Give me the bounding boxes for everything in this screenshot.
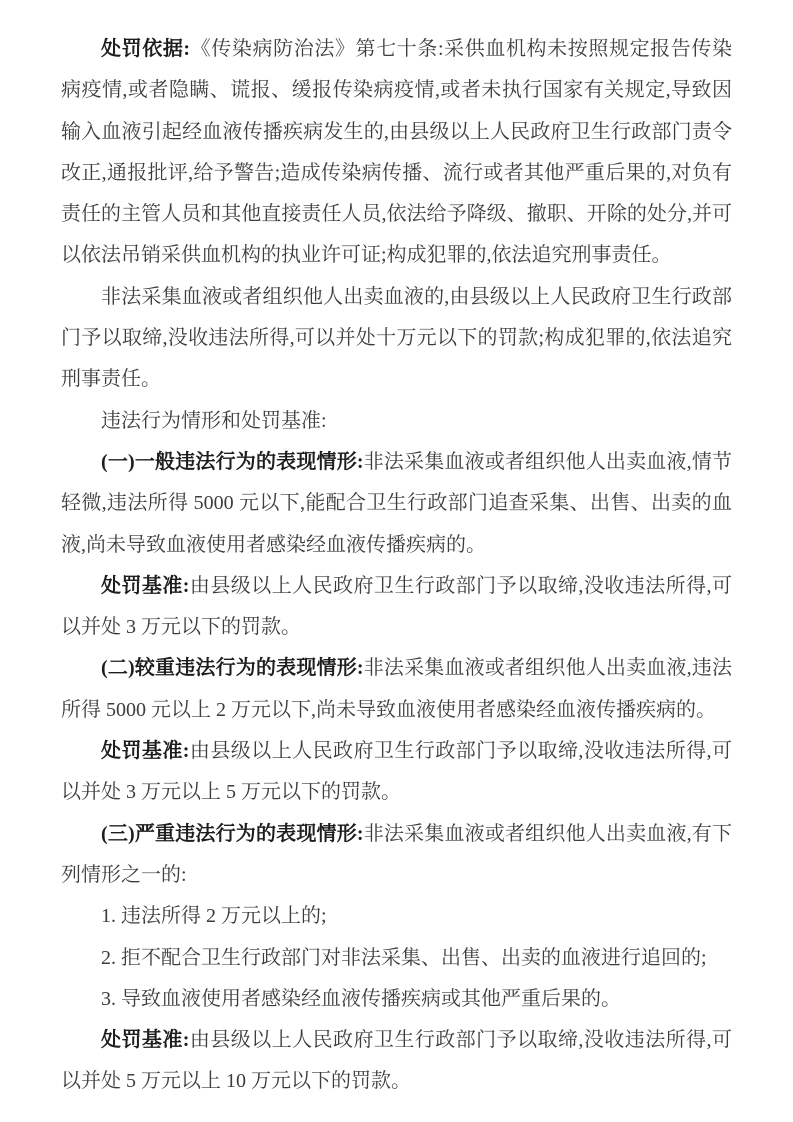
paragraph-text: 非法采集血液或者组织他人出卖血液,情节轻微,违法所得 5000 元以下,能配合卫生行政部门追查采集、出售、出卖的血液,尚未导致血液使用者感染经血液传播疾病的。 [61, 450, 733, 556]
paragraph-text: 由县级以上人民政府卫生行政部门予以取缔,没收违法所得,可以并处 3 万元以下的罚款。 [61, 574, 732, 639]
paragraph-label: (一)一般违法行为的表现情形: [101, 450, 364, 473]
paragraph-general-violation [61, 442, 732, 566]
paragraph-text: 2. 拒不配合卫生行政部门对非法采集、出售、出卖的血液进行追回的; [101, 946, 707, 969]
paragraph-text: 1. 违法所得 2 万元以上的; [101, 905, 327, 928]
paragraph-illegal-collection [61, 277, 732, 401]
paragraph-text: 非法采集血液或者组织他人出卖血液,有下列情形之一的: [61, 822, 733, 886]
paragraph-penalty-benchmark-3 [61, 1020, 732, 1103]
paragraph-label: (二)较重违法行为的表现情形: [101, 657, 364, 680]
list-item-2 [61, 938, 732, 979]
paragraph-label: 处罚基准: [101, 1029, 190, 1052]
paragraph-moderate-violation [61, 648, 732, 731]
paragraph-penalty-basis [61, 29, 732, 277]
paragraph-text: 非法采集血液或者组织他人出卖血液,违法所得 5000 元以上 2 万元以下,尚未导致血液使用者感染经血液传播疾病的。 [61, 657, 733, 721]
paragraph-text: 由县级以上人民政府卫生行政部门予以取缔,没收违法所得,可以并处 3 万元以上 5 万元以下的罚款。 [61, 740, 732, 804]
list-item-3 [61, 979, 732, 1020]
paragraph-label: (三)严重违法行为的表现情形: [101, 822, 364, 845]
paragraph-text: 违法行为情形和处罚基准: [101, 409, 327, 432]
paragraph-text: 3. 导致血液使用者感染经血液传播疾病或其他严重后果的。 [101, 987, 621, 1010]
list-item-1 [61, 896, 732, 937]
paragraph-penalty-benchmark-1 [61, 566, 732, 649]
paragraph-text: 由县级以上人民政府卫生行政部门予以取缔,没收违法所得,可以并处 5 万元以上 10 万元以下的罚款。 [61, 1029, 732, 1093]
paragraph-severe-violation [61, 814, 732, 897]
paragraph-intro-violation-benchmarks [61, 401, 732, 442]
paragraph-label: 处罚依据: [101, 38, 191, 60]
paragraph-penalty-benchmark-2 [61, 731, 732, 814]
paragraph-text: 非法采集血液或者组织他人出卖血液的,由县级以上人民政府卫生行政部门予以取缔,没收违法所得,可以并处十万元以下的罚款;构成犯罪的,依法追究刑事责任。 [61, 285, 732, 391]
paragraph-label: 处罚基准: [101, 740, 190, 763]
paragraph-text: 《传染病防治法》第七十条:采供血机构未按照规定报告传染病疫情,或者隐瞒、谎报、缓报传染病疫情,或者未执行国家有关规定,导致因输入血液引起经血液传播疾病发生的,由县级以上人民政府卫生行政部门责令改正,通报批评,给予警告;造成传染病传播、流行或者其他严重后果的,对负有责任的主管人员和其他直接责任人员,依法给予降级、撤职、开除的处分,并可以依法吊销采供血机构的执业许可证;构成犯罪的,依法追究刑事责任。 [61, 38, 732, 267]
paragraph-label: 处罚基准: [101, 574, 190, 597]
